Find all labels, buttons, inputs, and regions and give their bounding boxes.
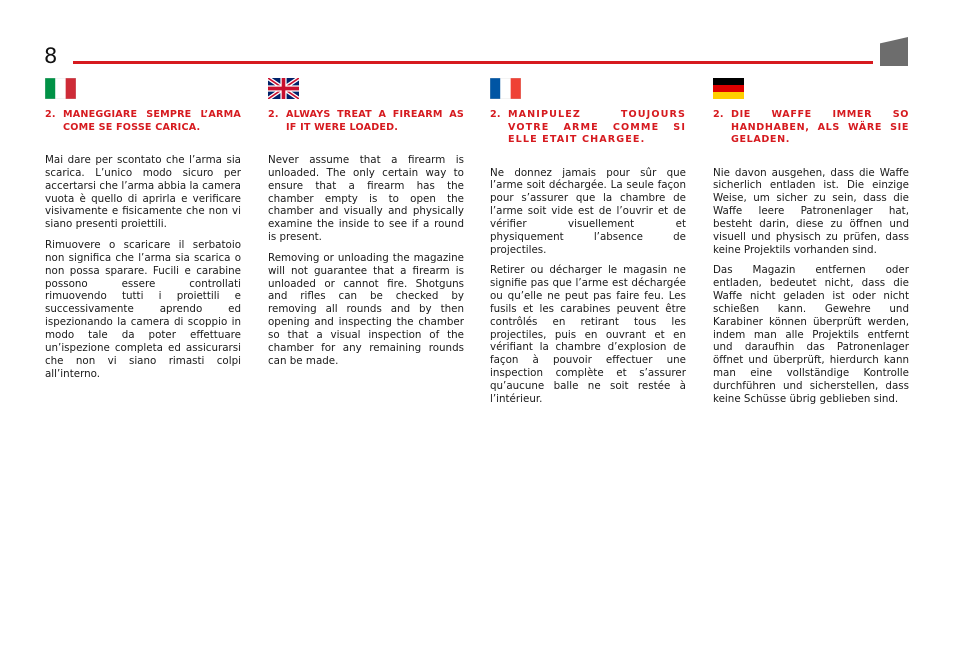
body-text — [45, 154, 241, 380]
column-french — [490, 78, 686, 414]
body-text — [268, 154, 464, 368]
paragraph: Retirer ou décharger le magasin ne signifie pas que l’arme est déchargée ou qu’elle ne peut pas faire feu. Les fusils et les carabines peuvent être contrôlés en retirant tous les projectiles, puis en ouvrant et en vérifiant la chambre d’explosion de façon à pouvoir effectuer une inspection complète et s’assurer qu’aucune balle ne soit restée à l’intérieur. — [490, 264, 686, 405]
column-italian — [45, 78, 241, 388]
body-text — [490, 167, 686, 406]
paragraph: Ne donnez jamais pour sûr que l’arme soit déchargée. La seule façon pour s’assurer que la chambre de l’arme soit vide est de l’ouvrir et de vérifier visuellement et physiquement l’absence de projectiles. — [490, 166, 686, 256]
paragraph: Removing or unloading the magazine will not guarantee that a firearm is unloaded or cannot fire. Shotguns and rifles can be checked by removing all rounds and by then opening and inspecting the chamber so that a visual inspection of the chamber for any remaining rounds can be made. — [268, 251, 464, 367]
heading-number: 2. — [713, 109, 724, 120]
heading-text: MANEGGIARE SEMPRE L’ARMA COME SE FOSSE CARICA. — [63, 109, 241, 133]
france-flag-icon — [490, 78, 521, 99]
page-number: 8 — [44, 44, 58, 68]
red-rule — [73, 61, 873, 64]
heading-text: DIE WAFFE IMMER SO HANDHABEN, ALS WÄRE SIE GELADEN. — [731, 109, 909, 145]
column-german — [713, 78, 909, 414]
heading-number: 2. — [45, 109, 56, 120]
section-heading — [713, 109, 909, 147]
uk-flag-icon — [268, 78, 299, 99]
paragraph: Das Magazin entfernen oder entladen, bedeutet nicht, dass die Waffe nicht geladen ist oder nicht schießen kann. Gewehre und Karabiner können überprüft werden, indem man alle Projektils entfernt und daraufhin das Patronenlager öffnet und überprüft, hierdurch kann man eine vollständige Kontrolle durchführen und sicherstellen, dass keine Schüsse übrig geblieben sind. — [713, 264, 909, 405]
corner-tab — [880, 37, 908, 66]
body-text — [713, 167, 909, 406]
paragraph: Rimuovere o scaricare il serbatoio non significa che l’arma sia scarica o non possa sparare. Fucili e carabine possono essere controllati rimuovendo tutti i proiettili e successivamente aprendo ed ispezionando la camera di scoppio in modo tale da poter effettuare un’ispezione completa ed assicurarsi che non vi siano rimasti colpi all’interno. — [45, 239, 241, 380]
heading-number: 2. — [490, 109, 501, 120]
column-english — [268, 78, 464, 376]
italy-flag-icon — [45, 78, 76, 99]
section-heading — [45, 109, 241, 134]
section-heading — [268, 109, 464, 134]
paragraph: Never assume that a firearm is unloaded. The only certain way to ensure that a firearm has the chamber empty is to open the chamber and visually and physically examine the inside to see if a round is present. — [268, 154, 464, 244]
heading-text: ALWAYS TREAT A FIREARM AS IF IT WERE LOADED. — [286, 109, 464, 133]
germany-flag-icon — [713, 78, 744, 99]
paragraph: Mai dare per scontato che l’arma sia scarica. L’unico modo sicuro per accertarsi che l’arma abbia la camera vuota è quello di aprirla e verificare visivamente e fisicamente che non vi siano presenti proiettili. — [45, 154, 241, 231]
section-heading — [490, 109, 686, 147]
heading-text: MANIPULEZ TOUJOURS VOTRE ARME COMME SI ELLE ETAIT CHARGEE. — [508, 109, 686, 145]
paragraph: Nie davon ausgehen, dass die Waffe sicherlich entladen ist. Die einzige Weise, um sicher zu sein, dass die Waffe leere Patronenlager hat, besteht darin, diese zu öffnen und visuell und physisch zu prüfen, dass keine Projektils vorhanden sind. — [713, 166, 909, 256]
heading-number: 2. — [268, 109, 279, 120]
